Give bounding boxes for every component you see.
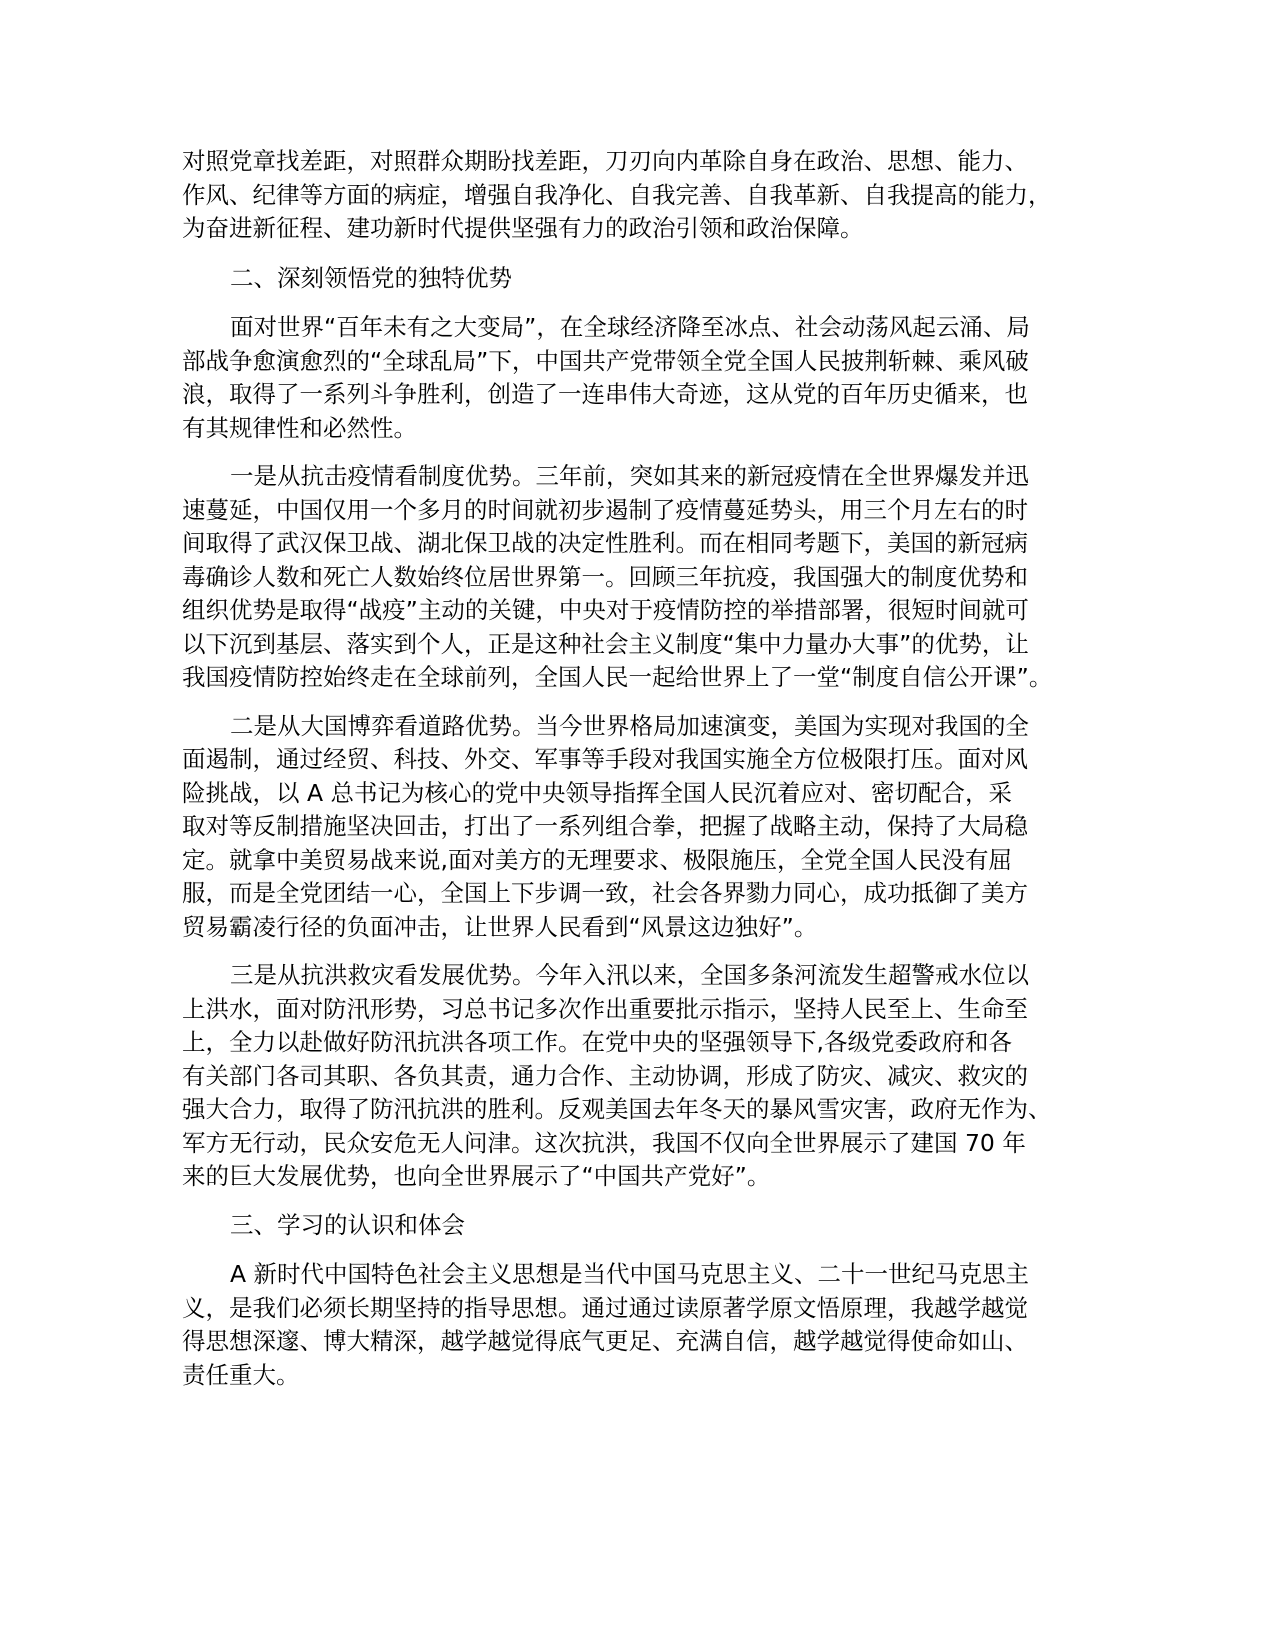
text-line: 对照党章找差距，对照群众期盼找差距，刀刃向内革除自身在政治、思想、能力、 bbox=[182, 147, 1028, 175]
text-line: 责任重大。 bbox=[182, 1360, 300, 1389]
text-line: 为奋进新征程、建功新时代提供坚强有力的政治引领和政治保障。 bbox=[182, 214, 864, 242]
text-line: 定。就拿中美贸易战来说,面对美方的无理要求、极限施压，全党全国人民没有屈 bbox=[182, 845, 1012, 874]
text-line: 贸易霸凌行径的负面冲击，让世界人民看到“风景这边独好”。 bbox=[182, 912, 818, 941]
text-line: 作风、纪律等方面的病症，增强自我净化、自我完善、自我革新、自我提高的能力， bbox=[182, 180, 1052, 209]
text-line: 上，全力以赴做好防汛抗洪各项工作。在党中央的坚强领导下,各级党委政府和各 bbox=[182, 1028, 1012, 1056]
section-heading-2 bbox=[182, 262, 1062, 296]
text-line: 上洪水，面对防汛形势，习总书记多次作出重要批示指示，坚持人民至上、生命至 bbox=[182, 994, 1028, 1023]
text-line: 以下沉到基层、落实到个人，正是这种社会主义制度“集中力量办大事”的优势，让 bbox=[182, 629, 1029, 658]
text-line: 军方无行动，民众安危无人问津。这次抗洪，我国不仅向全世界展示了建国 70 年 bbox=[182, 1128, 1026, 1157]
text-line: 二是从大国博弈看道路优势。当今世界格局加速演变，美国为实现对我国的全 bbox=[230, 711, 1029, 740]
text-line: 浪，取得了一系列斗争胜利，创造了一连串伟大奇迹，这从党的百年历史循来，也 bbox=[182, 380, 1028, 408]
paragraph-learning bbox=[182, 1258, 1062, 1392]
text-line: 来的巨大发展优势，也向全世界展示了“中国共产党好”。 bbox=[182, 1162, 771, 1190]
text-line: 强大合力，取得了防汛抗洪的胜利。反观美国去年冬天的暴风雪灾害，政府无作为、 bbox=[182, 1095, 1052, 1123]
text-line: 毒确诊人数和死亡人数始终位居世界第一。回顾三年抗疫，我国强大的制度优势和 bbox=[182, 562, 1028, 591]
text-line: 间取得了武汉保卫战、湖北保卫战的决定性胜利。而在相同考题下，美国的新冠病 bbox=[182, 529, 1028, 557]
text-line: 有关部门各司其职、各负其责，通力合作、主动协调，形成了防灾、减灾、救灾的 bbox=[182, 1061, 1028, 1090]
paragraph-path-advantage bbox=[182, 710, 1062, 945]
text-line: 一是从抗击疫情看制度优势。三年前，突如其来的新冠疫情在全世界爆发并迅 bbox=[230, 462, 1029, 490]
text-line: 险挑战，以 A 总书记为核心的党中央领导指挥全国人民沉着应对、密切配合，采 bbox=[182, 778, 1013, 807]
heading-text: 二、深刻领悟党的独特优势 bbox=[230, 263, 512, 292]
paragraph-institutional-advantage bbox=[182, 460, 1062, 695]
paragraph-intro bbox=[182, 145, 1062, 246]
section-heading-3 bbox=[182, 1209, 1062, 1243]
paragraph-development-advantage bbox=[182, 959, 1062, 1194]
text-line: 三是从抗洪救灾看发展优势。今年入汛以来，全国多条河流发生超警戒水位以 bbox=[230, 961, 1029, 989]
text-line: 有其规律性和必然性。 bbox=[182, 413, 417, 442]
heading-text: 三、学习的认识和体会 bbox=[230, 1210, 465, 1239]
text-line: 速蔓延，中国仅用一个多月的时间就初步遏制了疫情蔓延势头，用三个月左右的时 bbox=[182, 495, 1028, 524]
text-line: A 新时代中国特色社会主义思想是当代中国马克思主义、二十一世纪马克思主 bbox=[230, 1260, 1030, 1288]
text-line: 组织优势是取得“战疫”主动的关键，中央对于疫情防控的举措部署，很短时间就可 bbox=[182, 596, 1029, 624]
text-line: 我国疫情防控始终走在全球前列，全国人民一起给世界上了一堂“制度自信公开课”。 bbox=[182, 663, 1053, 691]
document-page bbox=[182, 145, 1062, 1407]
text-line: 面遏制，通过经贸、科技、外交、军事等手段对我国实施全方位极限打压。面对风 bbox=[182, 745, 1028, 773]
text-line: 得思想深邃、博大精深，越学越觉得底气更足、充满自信，越学越觉得使命如山、 bbox=[182, 1327, 1028, 1355]
paragraph-overview bbox=[182, 311, 1062, 445]
text-line: 面对世界“百年未有之大变局”，在全球经济降至冰点、社会动荡风起云涌、局 bbox=[230, 313, 1030, 341]
text-line: 义，是我们必须长期坚持的指导思想。通过通过读原著学原文悟原理，我越学越觉 bbox=[182, 1293, 1028, 1322]
text-line: 服，而是全党团结一心，全国上下步调一致，社会各界勠力同心，成功抵御了美方 bbox=[182, 879, 1028, 907]
text-line: 部战争愈演愈烈的“全球乱局”下，中国共产党带领全党全国人民披荆斩棘、乘风破 bbox=[182, 346, 1029, 375]
text-line: 取对等反制措施坚决回击，打出了一系列组合拳，把握了战略主动，保持了大局稳 bbox=[182, 812, 1028, 840]
